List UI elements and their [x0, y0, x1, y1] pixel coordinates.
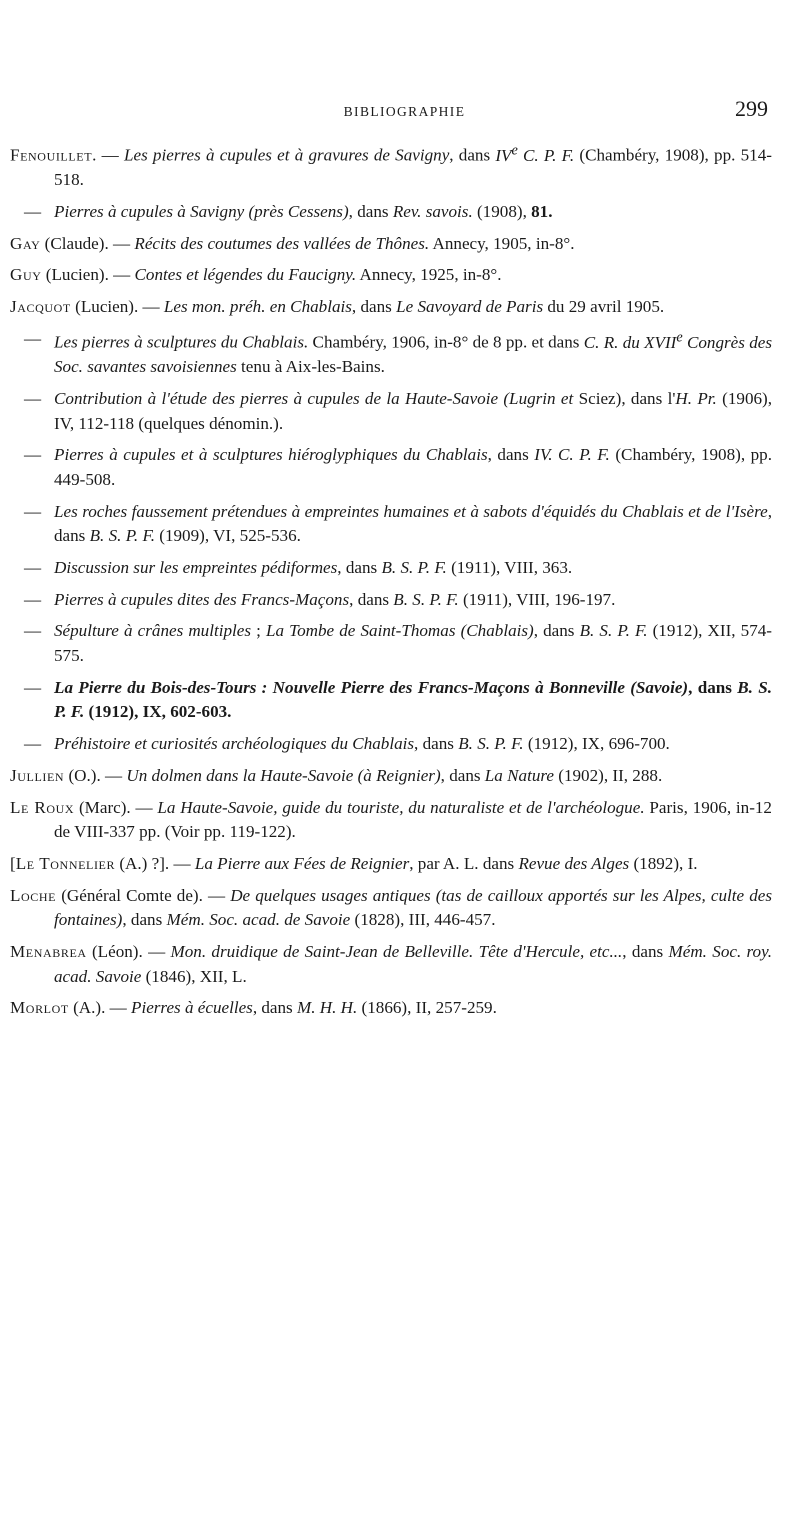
entry-text: Jacquot (Lucien). — Les mon. préh. en Chablais, dans Le Savoyard de Paris du 29 avril 1905. [10, 297, 665, 317]
entry-dash-marker: — [24, 589, 42, 609]
entry-text: Les roches faussement prétendues à empreintes humaines et à sabots d'équidés du Chablais et de l'Isère, dans B. S. P. F. (1909), VI, 525-536. [54, 501, 772, 546]
entry-dash-marker: — [24, 501, 42, 521]
entry-text: Les pierres à sculptures du Chablais. Chambéry, 1906, in-8° de 8 pp. et dans C. R. du XVIIe Congrès des Soc. savantes savoisiennes tenu à Aix-les-Bains. [54, 328, 772, 377]
entry-text: Pierres à cupules dites des Francs-Maçons, dans B. S. P. F. (1911), VIII, 196-197. [54, 589, 616, 609]
entry-text: Guy (Lucien). — Contes et légendes du Faucigny. Annecy, 1925, in-8°. [10, 265, 502, 285]
jacquot-pierre-bois-des-tours [10, 676, 772, 725]
entry-text: Pierres à cupules à Savigny (près Cessens), dans Rev. savois. (1908), 81. [54, 202, 553, 222]
loche-quelques-usages [10, 884, 772, 933]
le-roux-haute-savoie-guide [10, 796, 772, 845]
entry-text: Menabrea (Léon). — Mon. druidique de Saint-Jean de Belleville. Tête d'Hercule, etc..., dans Mém. Soc. roy. acad. Savoie (1846), XII, L. [10, 941, 773, 986]
entry-text: Préhistoire et curiosités archéologiques du Chablais, dans B. S. P. F. (1912), IX, 696-700. [54, 734, 670, 754]
page-title: BIBLIOGRAPHIE [343, 104, 466, 119]
entry-text: Discussion sur les empreintes pédiformes, dans B. S. P. F. (1911), VIII, 363. [54, 558, 573, 577]
jacquot-roches-faussement [10, 500, 772, 549]
le-tonnelier-pierre-aux-fees [10, 852, 772, 877]
menabrea-mon-druidique [10, 940, 772, 989]
guy-lucien-contes [10, 263, 772, 288]
entry-text: Gay (Claude). — Récits des coutumes des vallées de Thônes. Annecy, 1905, in-8°. [10, 233, 575, 253]
entry-dash-marker: — [24, 202, 42, 222]
entry-dash-marker: — [24, 558, 42, 577]
entry-text: La Pierre du Bois-des-Tours : Nouvelle Pierre des Francs-Maçons à Bonneville (Savoie), dans B. S. P. F. (1912), IX, 602-603. [54, 677, 772, 722]
entry-dash-marker: — [24, 445, 42, 465]
entry-text: Loche (Général Comte de). — De quelques usages antiques (tas de cailloux apportés sur les Alpes, culte des fontaines), dans Mém. Soc. acad. de Savoie (1828), III, 446-457. [10, 885, 772, 930]
entry-dash-marker: — [24, 388, 42, 408]
fenouillet-pierres-cupules [10, 140, 772, 193]
entry-dash-marker: — [24, 621, 42, 641]
page-number: 299 [735, 96, 768, 121]
page-header [14, 96, 768, 122]
entry-text: Pierres à cupules et à sculptures hiéroglyphiques du Chablais, dans IV. C. P. F. (Chambéry, 1908), pp. 449-508. [54, 445, 773, 489]
entry-text: Morlot (A.). — Pierres à écuelles, dans M. H. H. (1866), II, 257-259. [10, 998, 497, 1018]
document-page [0, 96, 798, 1518]
fenouillet-pierres-savigny [10, 200, 772, 225]
jacquot-pierres-sculptures [10, 327, 772, 380]
entry-text: Contribution à l'étude des pierres à cupules de la Haute-Savoie (Lugrin et Sciez), dans l'H. Pr. (1906), IV, 112-118 (quelques dénomin.). [54, 388, 772, 433]
entry-dash-marker: — [24, 328, 42, 348]
jacquot-sepulture-cranes [10, 619, 772, 668]
jacquot-pierres-hieroglyphiques [10, 443, 772, 492]
bibliography-list [10, 140, 772, 1021]
entry-dash-marker: — [24, 734, 42, 754]
jacquot-contribution-etude [10, 387, 772, 436]
entry-dash-marker: — [24, 677, 42, 697]
morlot-pierres-ecuelles [10, 996, 772, 1021]
jacquot-prehistoire-curiosites [10, 732, 772, 757]
gay-claude-recits [10, 232, 772, 257]
jacquot-pierres-francs-macons [10, 588, 772, 613]
entry-text: Fenouillet. — Les pierres à cupules et à gravures de Savigny, dans IVe C. P. F. (Chambéry, 1908), pp. 514-518. [10, 142, 772, 190]
jacquot-discussion-empreintes [10, 556, 772, 581]
entry-text: Sépulture à crânes multiples ; La Tombe de Saint-Thomas (Chablais), dans B. S. P. F. (1912), XII, 574-575. [54, 621, 772, 666]
entry-text: Le Roux (Marc). — La Haute-Savoie, guide du touriste, du naturaliste et de l'archéologue. Paris, 1906, in-12 de VIII-337 pp. (Voir pp. 119-122). [10, 797, 772, 842]
jullien-dolmen-haute-savoie [10, 764, 772, 789]
jacquot-mon-preh-chablais [10, 295, 772, 320]
entry-text: [Le Tonnelier (A.) ?]. — La Pierre aux Fées de Reignier, par A. L. dans Revue des Alges (1892), I. [10, 853, 698, 873]
entry-text: Jullien (O.). — Un dolmen dans la Haute-Savoie (à Reignier), dans La Nature (1902), II, 288. [10, 765, 663, 785]
